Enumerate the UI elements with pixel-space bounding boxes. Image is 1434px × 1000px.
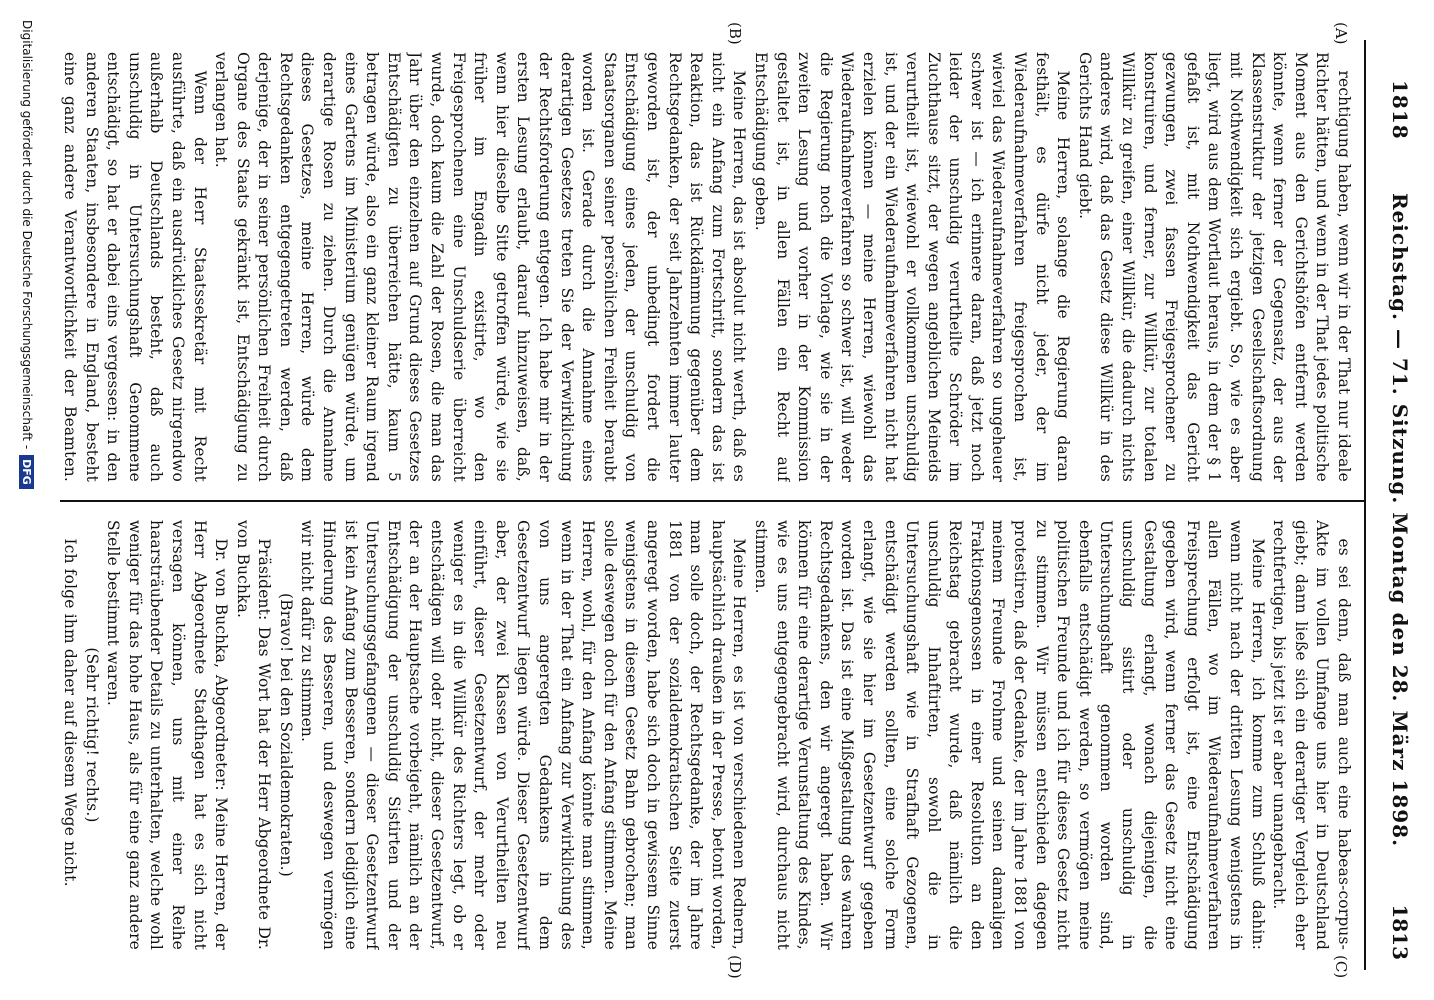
margin-mark-b: (B) xyxy=(726,22,744,45)
page-header xyxy=(1376,80,1412,960)
paragraph: rechtigung haben, wenn wir in der That nur ideale Richter hätten, und wenn in der That jedes politische Moment aus den Gerichtshöfen entfernt werden könnte, wenn ferner der Gegensatz, der aus der Klassenstruktur der jetzigen Gesellschaftsordnung mit Nothwendigkeit sich ergiebt. So, wie es aber liegt, wird aus dem Wortlaut heraus, in dem der § 1 gefaßt ist, mit Nothwendigkeit das Gericht gezwungen, zwei fassen Freigesprochener zu konstruiren, und ferner, zur Willkür, zur totalen Willkür zu greifen, einer Willkür, die dadurch nichts anderes wird, daß das Gesetz diese Willkür in des Gerichts Hand giebt. xyxy=(1075,52,1353,482)
paragraph: es sei denn, daß man auch eine habeas-corpus-Akte im vollen Umfange uns hier in Deutschland giebt; dann ließe sich ein derartiger Vergleich eher rechtfertigen, bis jetzt ist er aber unangebracht. xyxy=(1270,520,1353,950)
interjection: (Bravo! bei den Sozialdemokraten.) xyxy=(276,593,295,877)
speaker-paragraph: Präsident: Das Wort hat der Herr Abgeordnete Dr. von Buchka. xyxy=(233,520,274,950)
paragraph: Wenn der Herr Staatssekretär mit Recht ausführte, daß ein ausdrückliches Gesetz nirgendwo außerhalb Deutschlands besteht, daß auch unschuldig in Untersuchungshaft Genommene entschädigt, so hat er dabei eins vergessen: in den anderen Staaten, insbesondere in England, besteht eine ganz andere Verantwortlichkeit der Beamten. xyxy=(60,52,209,482)
interjection: (Sehr richtig! rechts.) xyxy=(82,647,101,823)
paragraph: Ich folge ihm daher auf diesem Wege nicht. xyxy=(60,538,79,887)
dfg-logo: DFG xyxy=(19,455,34,489)
paragraph: Meine Herren, ich komme zum Schluß dahin: wenn nicht nach der dritten Lesung wenigstens in allen Fällen, wo im Wiederaufnahmeverfahren Freisprechung erfolgt ist, eine Entschädigung gegeben wird, wenn ferner das Gesetz nicht eine Gestaltung erlangt, wonach diejenigen, die unschuldig sistirt oder unschuldig in Untersuchungshaft genommen worden sind, ebenfalls entschädigt werden, so vermögen meine politischen Freunde und ich für dieses Gesetz nicht zu stimmen. Wir müssen entschieden dagegen protestiren, daß der Gedanke, der im Jahre 1881 von meinem Freunde Frohme und seinen damaligen Fraktionsgenossen in einer Resolution an den Reichstag gebracht wurde, daß nämlich die unschuldig Inhaftirten, sowohl die in Untersuchungshaft wie in Strafhaft Gezogenen, entschädigt werden sollten, eine solche Form erlangt, wie sie hier im Gesetzentwurf gegeben worden ist. Das ist eine Mißgestaltung des wahren Rechtsgedankens, den wir angeregt haben. Wir können für eine derartige Verunstaltung des Kindes, wie es uns entgegengebracht wird, durchaus nicht stimmen. xyxy=(751,520,1267,950)
margin-mark-a: (A) xyxy=(1332,22,1350,45)
column-divider xyxy=(60,500,1364,502)
footer-text: Digitalisierung gefördert durch die Deutsche Forschungsgemeinschaft - xyxy=(20,20,34,450)
paragraph: Meine Herren, solange die Regierung daran festhält, es dürfe nicht jeder, der im Wiederaufnahmeverfahren freigesprochen ist, wieviel das Wiederaufnahmeverfahren so ungeheuer schwer ist — ich erinnere daran, daß jetzt noch leider der unschuldig verurtheilte Schröder im Zuchthause sitzt, der wegen angeblichen Meineids verurtheilt ist, wiewohl er vollkommen unschuldig ist, und der ein Wiederaufnahmeverfahren nicht hat erzielen können — meine Herren, wiewohl das Wiederaufnahmeverfahren so schwer ist, will weder die Regierung noch die Vorlage, wie sie in der zweiten Lesung und vorher in der Kommission gestaltet ist, in allen Fällen ein Recht auf Entschädigung geben. xyxy=(751,52,1073,482)
paragraph: Meine Herren, es ist von verschiedenen Rednern, hauptsächlich draußen in der Presse, betont worden, man solle doch, der Rechtsgedanke, der im Jahre 1881 von der sozialdemokratischen Seite zuerst angeregt worden, habe sich doch in gewissem Sinne wenigstens in diesem Gesetz Bahn gebrochen; man solle deswegen doch für den Anfang stimmen. Meine Herren, wohl, für den Anfang könnte man stimmen, wenn in der That ein Anfang zur Verwirklichung des von uns angeregten Gedankens in dem Gesetzentwurf liegen würde. Dieser Gesetzentwurf aber, der zwei Klassen von Verurtheilten neu einführt, dieser Gesetzentwurf, der mehr oder weniger es in die Willkür des Richters legt, ob er entschädigen will oder nicht, dieser Gesetzentwurf, der an der Hauptsache vorbeigeht, nämlich an der Entschädigung der unschuldig Sistirten und der Untersuchungsgefangenen — dieser Gesetzentwurf ist kein Anfang zum Besseren, sondern lediglich eine Hinderung des Besseren, und deswegen vermögen wir nicht dafür zu stimmen. xyxy=(298,520,749,950)
page-number-left: 1818 xyxy=(1388,80,1412,140)
right-column xyxy=(60,520,1354,950)
left-column xyxy=(60,52,1354,482)
digitization-footer xyxy=(8,20,34,980)
margin-mark-d: (D) xyxy=(726,955,744,979)
paragraph: Meine Herren, das ist absolut nicht werth, daß es nicht ein Anfang zum Fortschritt, sondern das ist Reaktion, das ist Rückdämmung gegenüber dem Rechtsgedanken, der seit Jahrzehnten immer lauter geworden ist, der unbedingt fordert die Entschädigung eines jeden, der unschuldig von Staatsorganen seiner persönlichen Freiheit beraubt worden ist. Gerade durch die Annahme eines derartigen Gesetzes treten Sie der Verwirklichung der Rechtsforderung entgegen. Ich habe mir in der ersten Lesung erlaubt, darauf hinzuweisen, daß, wenn hier dieselbe Sitte getroffen würde, wie sie früher im Engadin existirte, wo den Freigesprochenen eine Unschuldserie überreicht wurde, doch kaum die Zahl der Rosen, die man das Jahr über den einzelnen auf Grund dieses Gesetzes Entschädigten zu überreichen hätte, kaum 5 betragen würde, also ein ganz kleiner Raum irgend eines Gartens im Ministerium genügen würde, um derartige Rosen zu ziehen. Durch die Annahme dieses Gesetzes, meine Herren, würde dem Rechtsgedanken entgegengetreten werden, daß derjenige, der in seiner persönlichen Freiheit durch Organe des Staats gekränkt ist, Entschädigung zu verlangen hat. xyxy=(212,52,749,482)
margin-mark-c: (C) xyxy=(1332,955,1350,979)
header-rule xyxy=(1364,40,1366,970)
speaker-paragraph: Dr. von Buchka, Abgeordneter: Meine Herren, der Herr Abgeordnete Stadthagen hat es sich nicht versagen können, uns mit einer Reihe haarsträubender Details zu unterhalten, welche wohl weniger für das hohe Haus, als für eine ganz andere Stelle bestimmt waren. xyxy=(104,520,231,950)
page-number-right: 1813 xyxy=(1388,904,1412,960)
running-title: Reichstag. — 71. Sitzung. Montag den 28. März 1898. xyxy=(1388,192,1412,848)
